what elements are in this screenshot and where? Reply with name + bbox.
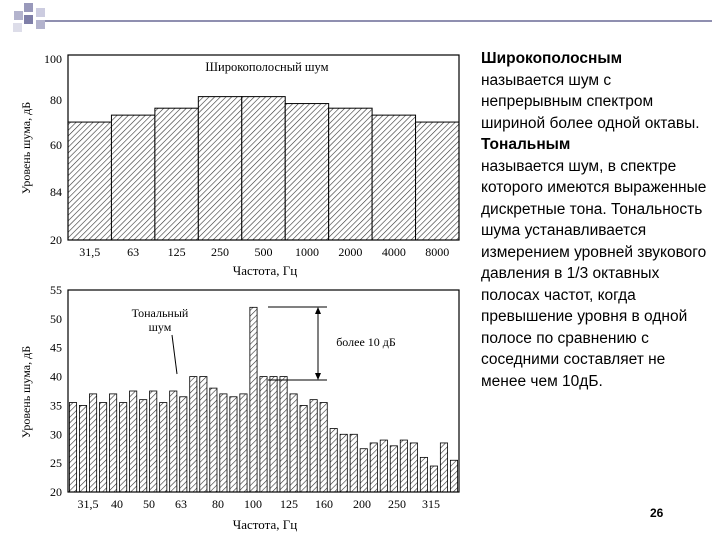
x-tick-label: 80 — [212, 497, 224, 511]
bar — [320, 403, 327, 492]
bar — [440, 443, 447, 492]
bar — [270, 377, 277, 492]
bar — [410, 443, 417, 492]
x-tick-label: 200 — [353, 497, 371, 511]
bar — [120, 403, 127, 492]
bar — [290, 394, 297, 492]
x-tick-label: 31,5 — [77, 497, 99, 511]
y-tick-label: 40 — [50, 369, 62, 384]
bar — [242, 97, 285, 240]
tonal-chart — [19, 283, 459, 532]
bar — [450, 460, 457, 492]
bar — [420, 457, 427, 492]
bar — [99, 403, 106, 492]
bar — [340, 434, 347, 492]
y-tick-label: 20 — [50, 233, 62, 247]
bar — [220, 394, 227, 492]
bar — [310, 400, 317, 492]
term-broadband: Широкополосным — [481, 50, 623, 67]
arrow-head-down — [315, 373, 321, 380]
y-tick-label: 60 — [50, 138, 62, 152]
x-tick-label: 2000 — [338, 245, 363, 259]
bar — [160, 403, 167, 492]
bar — [130, 391, 137, 492]
bar — [240, 394, 247, 492]
y-tick-label: 100 — [44, 52, 62, 66]
bar — [250, 307, 257, 492]
bar — [200, 377, 207, 492]
x-tick-label: 125 — [280, 497, 298, 511]
x-tick-label: 500 — [254, 245, 273, 259]
bar — [416, 122, 459, 240]
bar — [372, 115, 415, 240]
x-tick-label: 40 — [111, 497, 123, 511]
bar — [190, 377, 197, 492]
bar — [89, 394, 96, 492]
broadband-annotation: Широкополосный шум — [205, 60, 329, 74]
x-tick-label: 4000 — [381, 245, 406, 259]
bar — [370, 443, 377, 492]
page-number: 26 — [650, 506, 664, 520]
bar — [390, 446, 397, 492]
bar — [150, 391, 157, 492]
x-tick-label: 100 — [244, 497, 262, 511]
y-tick-label: 30 — [50, 427, 62, 442]
y-axis-label: Уровень шума, дБ — [19, 101, 33, 195]
y-tick-label: 50 — [50, 311, 62, 326]
definition-tonal: называется шум, в спектре которого имеются выраженные дискретные тона. Тональность шума устанавливается измерением уровней звукового давления в 1/3 октавных полосах частот, когда превышение уровня в одной полосе по сравнению с соседними составляет не менее чем 10дБ. — [481, 157, 707, 390]
x-axis-label: Частота, Гц — [232, 263, 298, 278]
bar — [110, 394, 117, 492]
y-tick-label: 35 — [50, 398, 62, 413]
arrow-head-up — [315, 307, 321, 314]
y-tick-label: 55 — [50, 283, 62, 297]
bar — [79, 405, 86, 492]
x-tick-label: 125 — [167, 245, 186, 259]
x-tick-label: 31,5 — [79, 245, 101, 259]
y-axis-label: Уровень шума, дБ — [19, 345, 33, 439]
tonal-label-line2: шум — [148, 320, 172, 334]
bar — [68, 122, 111, 240]
x-tick-label: 250 — [388, 497, 406, 511]
bar — [380, 440, 387, 492]
bar — [430, 466, 437, 492]
bar — [170, 391, 177, 492]
bar — [230, 397, 237, 492]
term-tonal: Тональным — [481, 136, 571, 153]
bar — [400, 440, 407, 492]
tonal-label-line1: Тональный — [131, 306, 189, 320]
x-tick-label: 50 — [143, 497, 155, 511]
definition-text — [481, 48, 713, 392]
y-tick-label: 25 — [50, 456, 62, 471]
bar — [180, 397, 187, 492]
y-tick-label: 80 — [50, 93, 62, 107]
y-tick-label: 84 — [50, 185, 62, 199]
x-tick-label: 8000 — [425, 245, 450, 259]
bar — [350, 434, 357, 492]
bar — [198, 97, 241, 240]
bar — [280, 377, 287, 492]
x-tick-label: 250 — [211, 245, 230, 259]
x-tick-label: 1000 — [294, 245, 319, 259]
bar — [260, 377, 267, 492]
x-tick-label: 63 — [127, 245, 140, 259]
y-tick-label: 20 — [50, 485, 62, 499]
bar — [111, 115, 154, 240]
bar — [285, 104, 328, 240]
x-axis-label: Частота, Гц — [232, 517, 298, 532]
bar — [330, 429, 337, 492]
broadband-chart — [19, 52, 459, 278]
bar — [140, 400, 147, 492]
bar — [155, 108, 198, 240]
bar — [329, 108, 372, 240]
bar — [210, 388, 217, 492]
bar — [300, 405, 307, 492]
y-tick-label: 45 — [50, 340, 62, 355]
tonal-pointer — [172, 335, 177, 374]
x-tick-label: 315 — [422, 497, 440, 511]
x-tick-label: 160 — [315, 497, 333, 511]
definition-broadband: называется шум с непрерывным спектром шириной более одной октавы. — [481, 71, 700, 132]
bar — [360, 449, 367, 492]
diff-annotation: более 10 дБ — [336, 335, 396, 349]
x-tick-label: 63 — [175, 497, 187, 511]
bar — [69, 403, 76, 492]
